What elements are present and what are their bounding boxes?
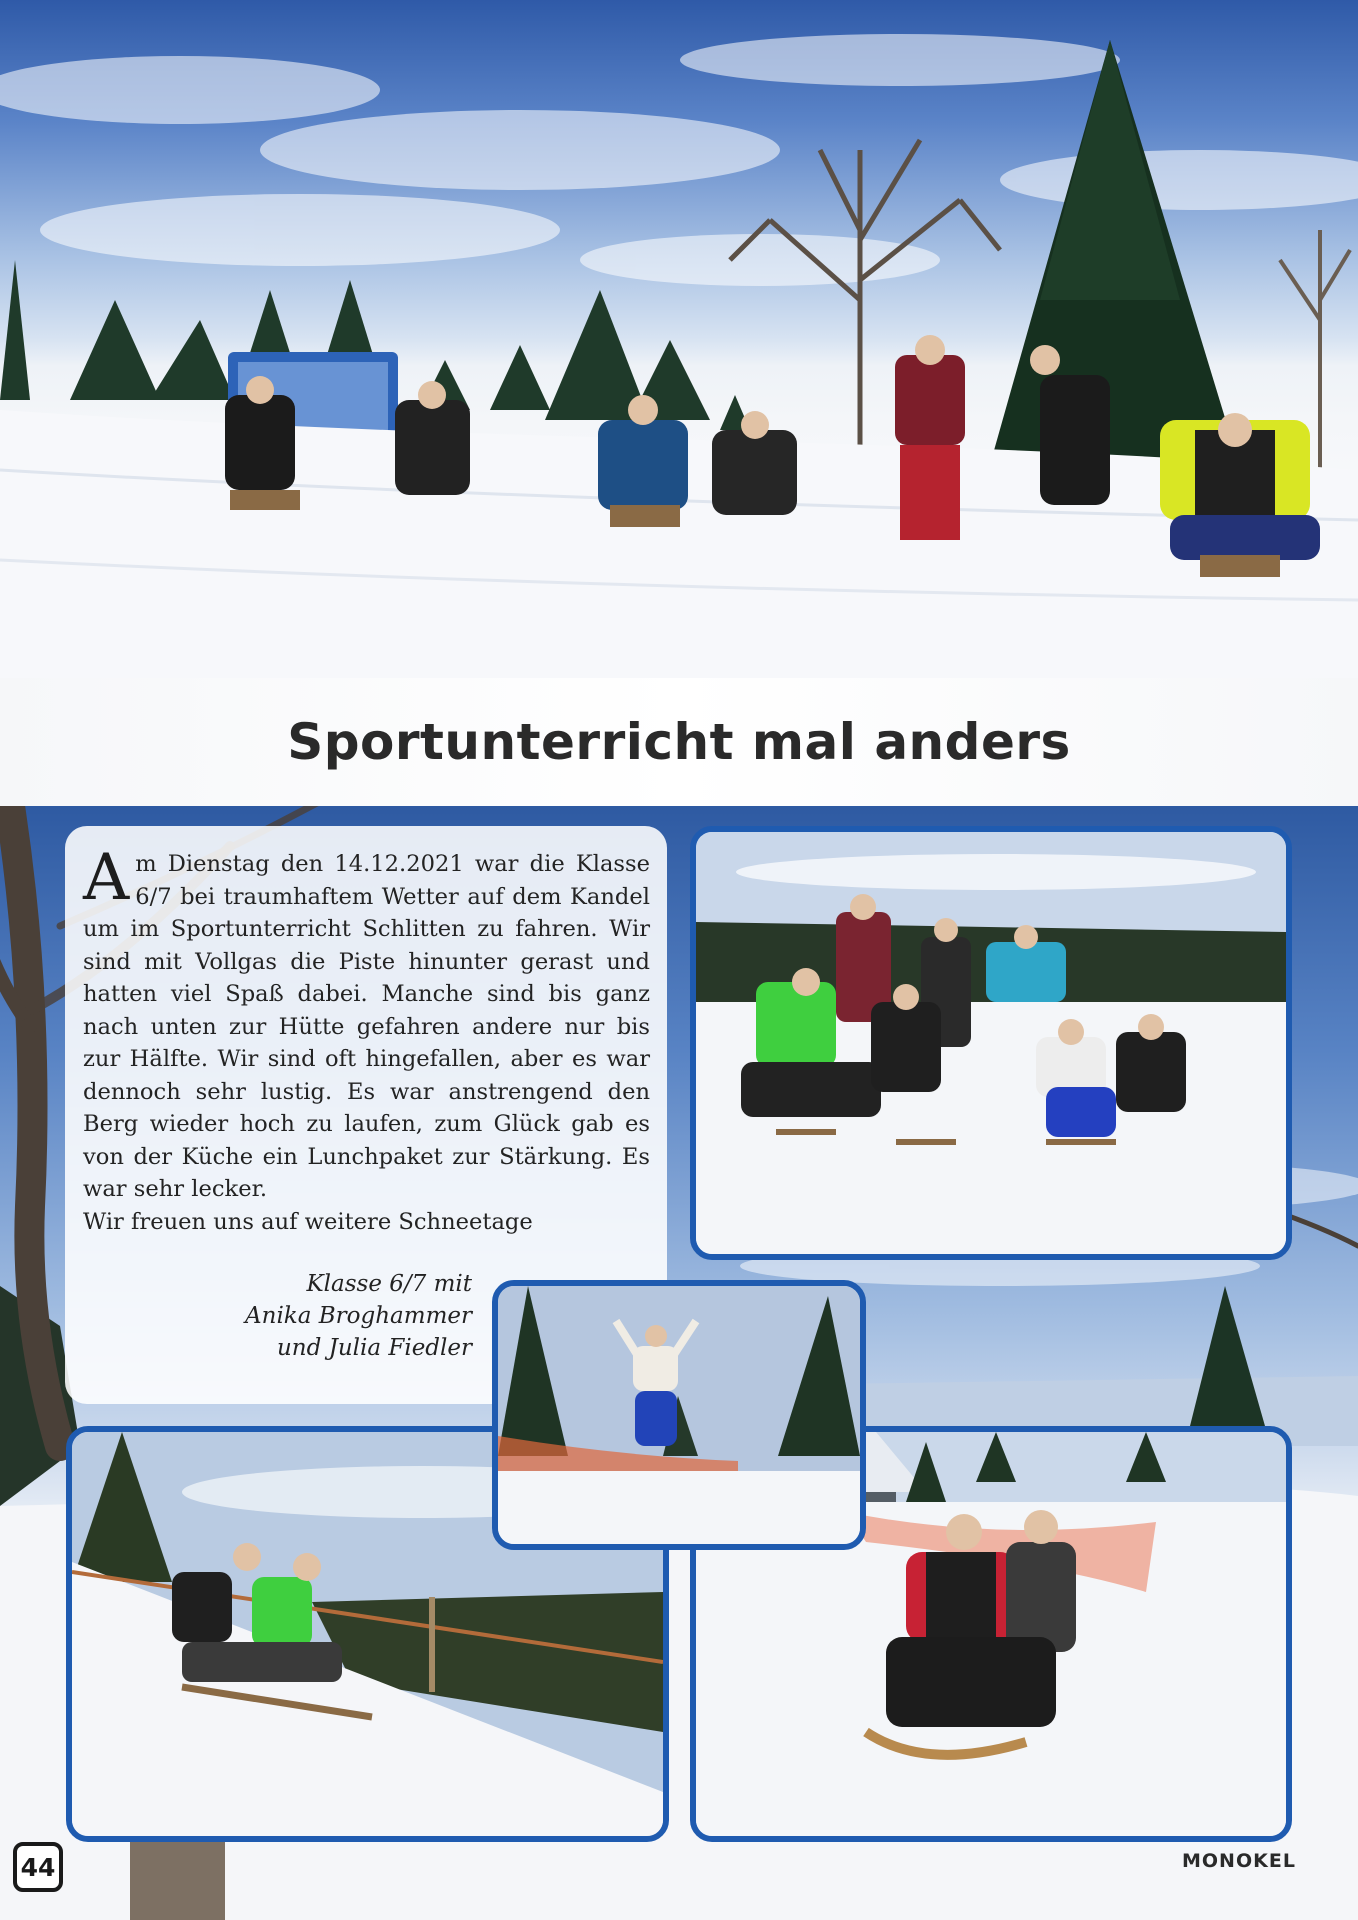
brand-logo: MONOKEL [1182,1850,1296,1872]
hero-scene [0,0,1358,678]
jump-photo [492,1280,866,1550]
signature-line: Anika Broghammer [245,1303,472,1329]
article-closing: Wir freuen uns auf weitere Schneetage [83,1208,533,1235]
group-photo [690,826,1292,1260]
hero-photo [0,0,1358,678]
signature-line: Klasse 6/7 mit [306,1271,472,1297]
article-body [83,841,650,1206]
signature-line: und Julia Fiedler [276,1335,472,1361]
dropcap: A [83,841,130,915]
article-body-text: m Dienstag den 14.12.2021 war die Klasse 6/7 bei traumhaftem Wetter auf dem Kandel um im Sportunterricht Schlitten zu fahren. Wir sind mit Vollgas die Piste hinunter gerast und hatten viel Spaß dabei. Manche sind bis ganz nach unten zur Hütte gefahren andere nur bis zur Hälfte. Wir sind oft hingefallen, aber es war dennoch sehr lustig. Es war anstrengend den Berg wieder hoch zu laufen, zum Glück gab es von der Küche ein Lunchpaket zur Stärkung. Es war sehr lecker. [83,851,650,1202]
article-signature [245,1268,472,1364]
page-title: Sportunterricht mal anders [287,713,1071,771]
group-photo-scene [696,832,1286,1254]
page-number: 44 [13,1842,63,1892]
jump-photo-scene [498,1286,860,1544]
title-band [0,678,1358,806]
